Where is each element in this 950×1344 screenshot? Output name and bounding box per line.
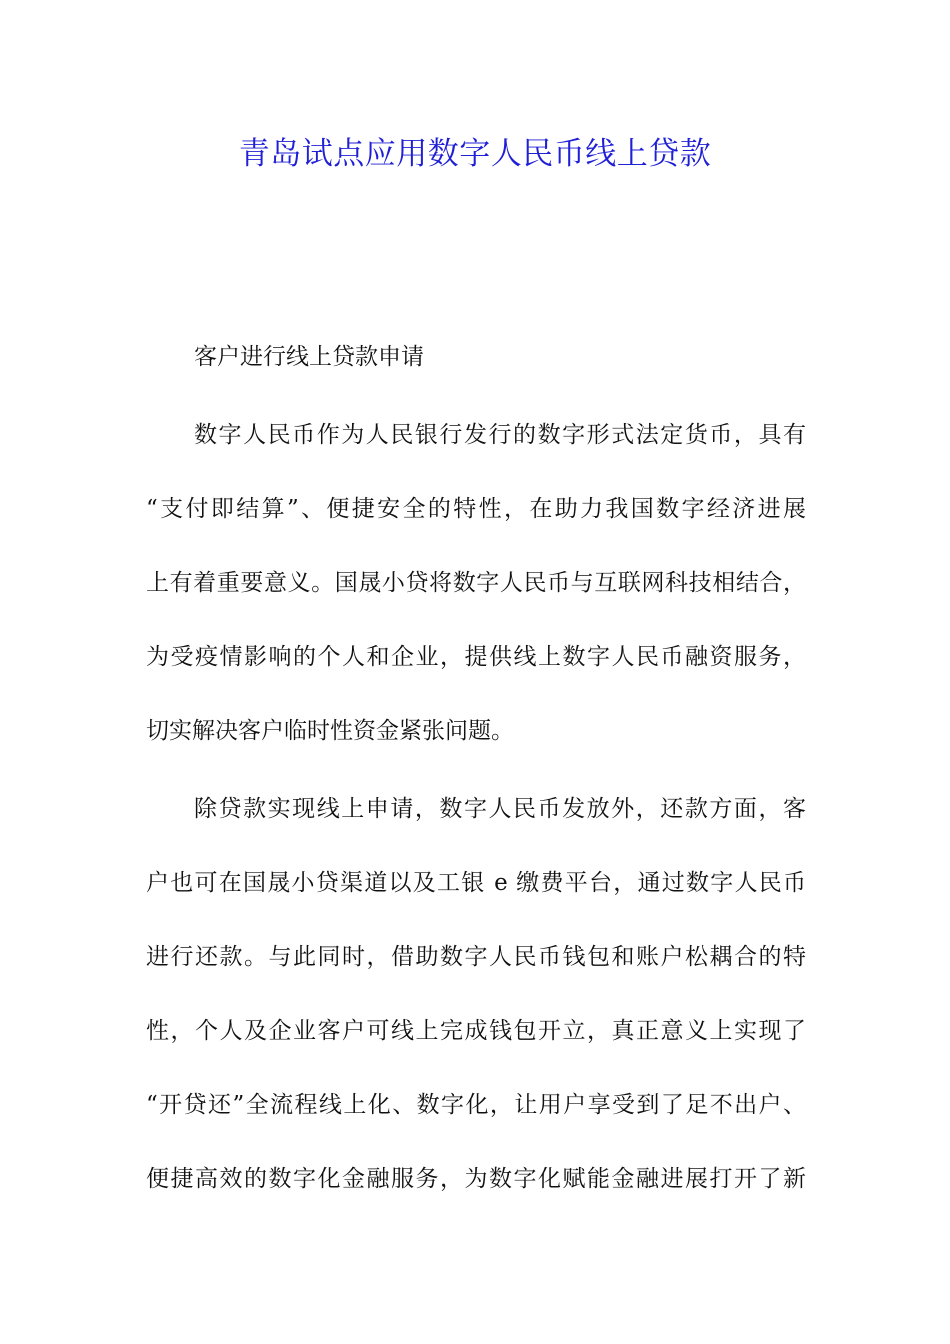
paragraph-1-line-2: “支付即结算”、便捷安全的特性，在助力我国数字经济进展 [146,496,806,522]
paragraph-2-line-4: 性，个人及企业客户可线上完成钱包开立，真正意义上实现了 [146,1018,806,1044]
section-heading: 客户进行线上贷款申请 [194,344,424,370]
paragraph-2-line-5: “开贷还”全流程线上化、数字化，让用户享受到了足不出户、 [146,1092,806,1118]
paragraph-2-line-6: 便捷高效的数字化金融服务，为数字化赋能金融进展打开了新 [146,1166,806,1192]
paragraph-1-line-1: 数字人民币作为人民银行发行的数字形式法定货币，具有 [194,422,806,448]
paragraph-2-line-1: 除贷款实现线上申请，数字人民币发放外，还款方面，客 [194,796,806,822]
paragraph-1-line-4: 为受疫情影响的个人和企业，提供线上数字人民币融资服务， [146,644,806,670]
document-title: 青岛试点应用数字人民币线上贷款 [238,136,712,172]
paragraph-2-line-2: 户也可在国晟小贷渠道以及工银 e 缴费平台，通过数字人民币 [146,870,806,896]
paragraph-1-line-3: 上有着重要意义。国晟小贷将数字人民币与互联网科技相结合， [146,570,806,596]
paragraph-1-line-5: 切实解决客户临时性资金紧张问题。 [146,718,514,744]
paragraph-2-line-3: 进行还款。与此同时，借助数字人民币钱包和账户松耦合的特 [146,944,806,970]
document-body [146,0,818,1344]
